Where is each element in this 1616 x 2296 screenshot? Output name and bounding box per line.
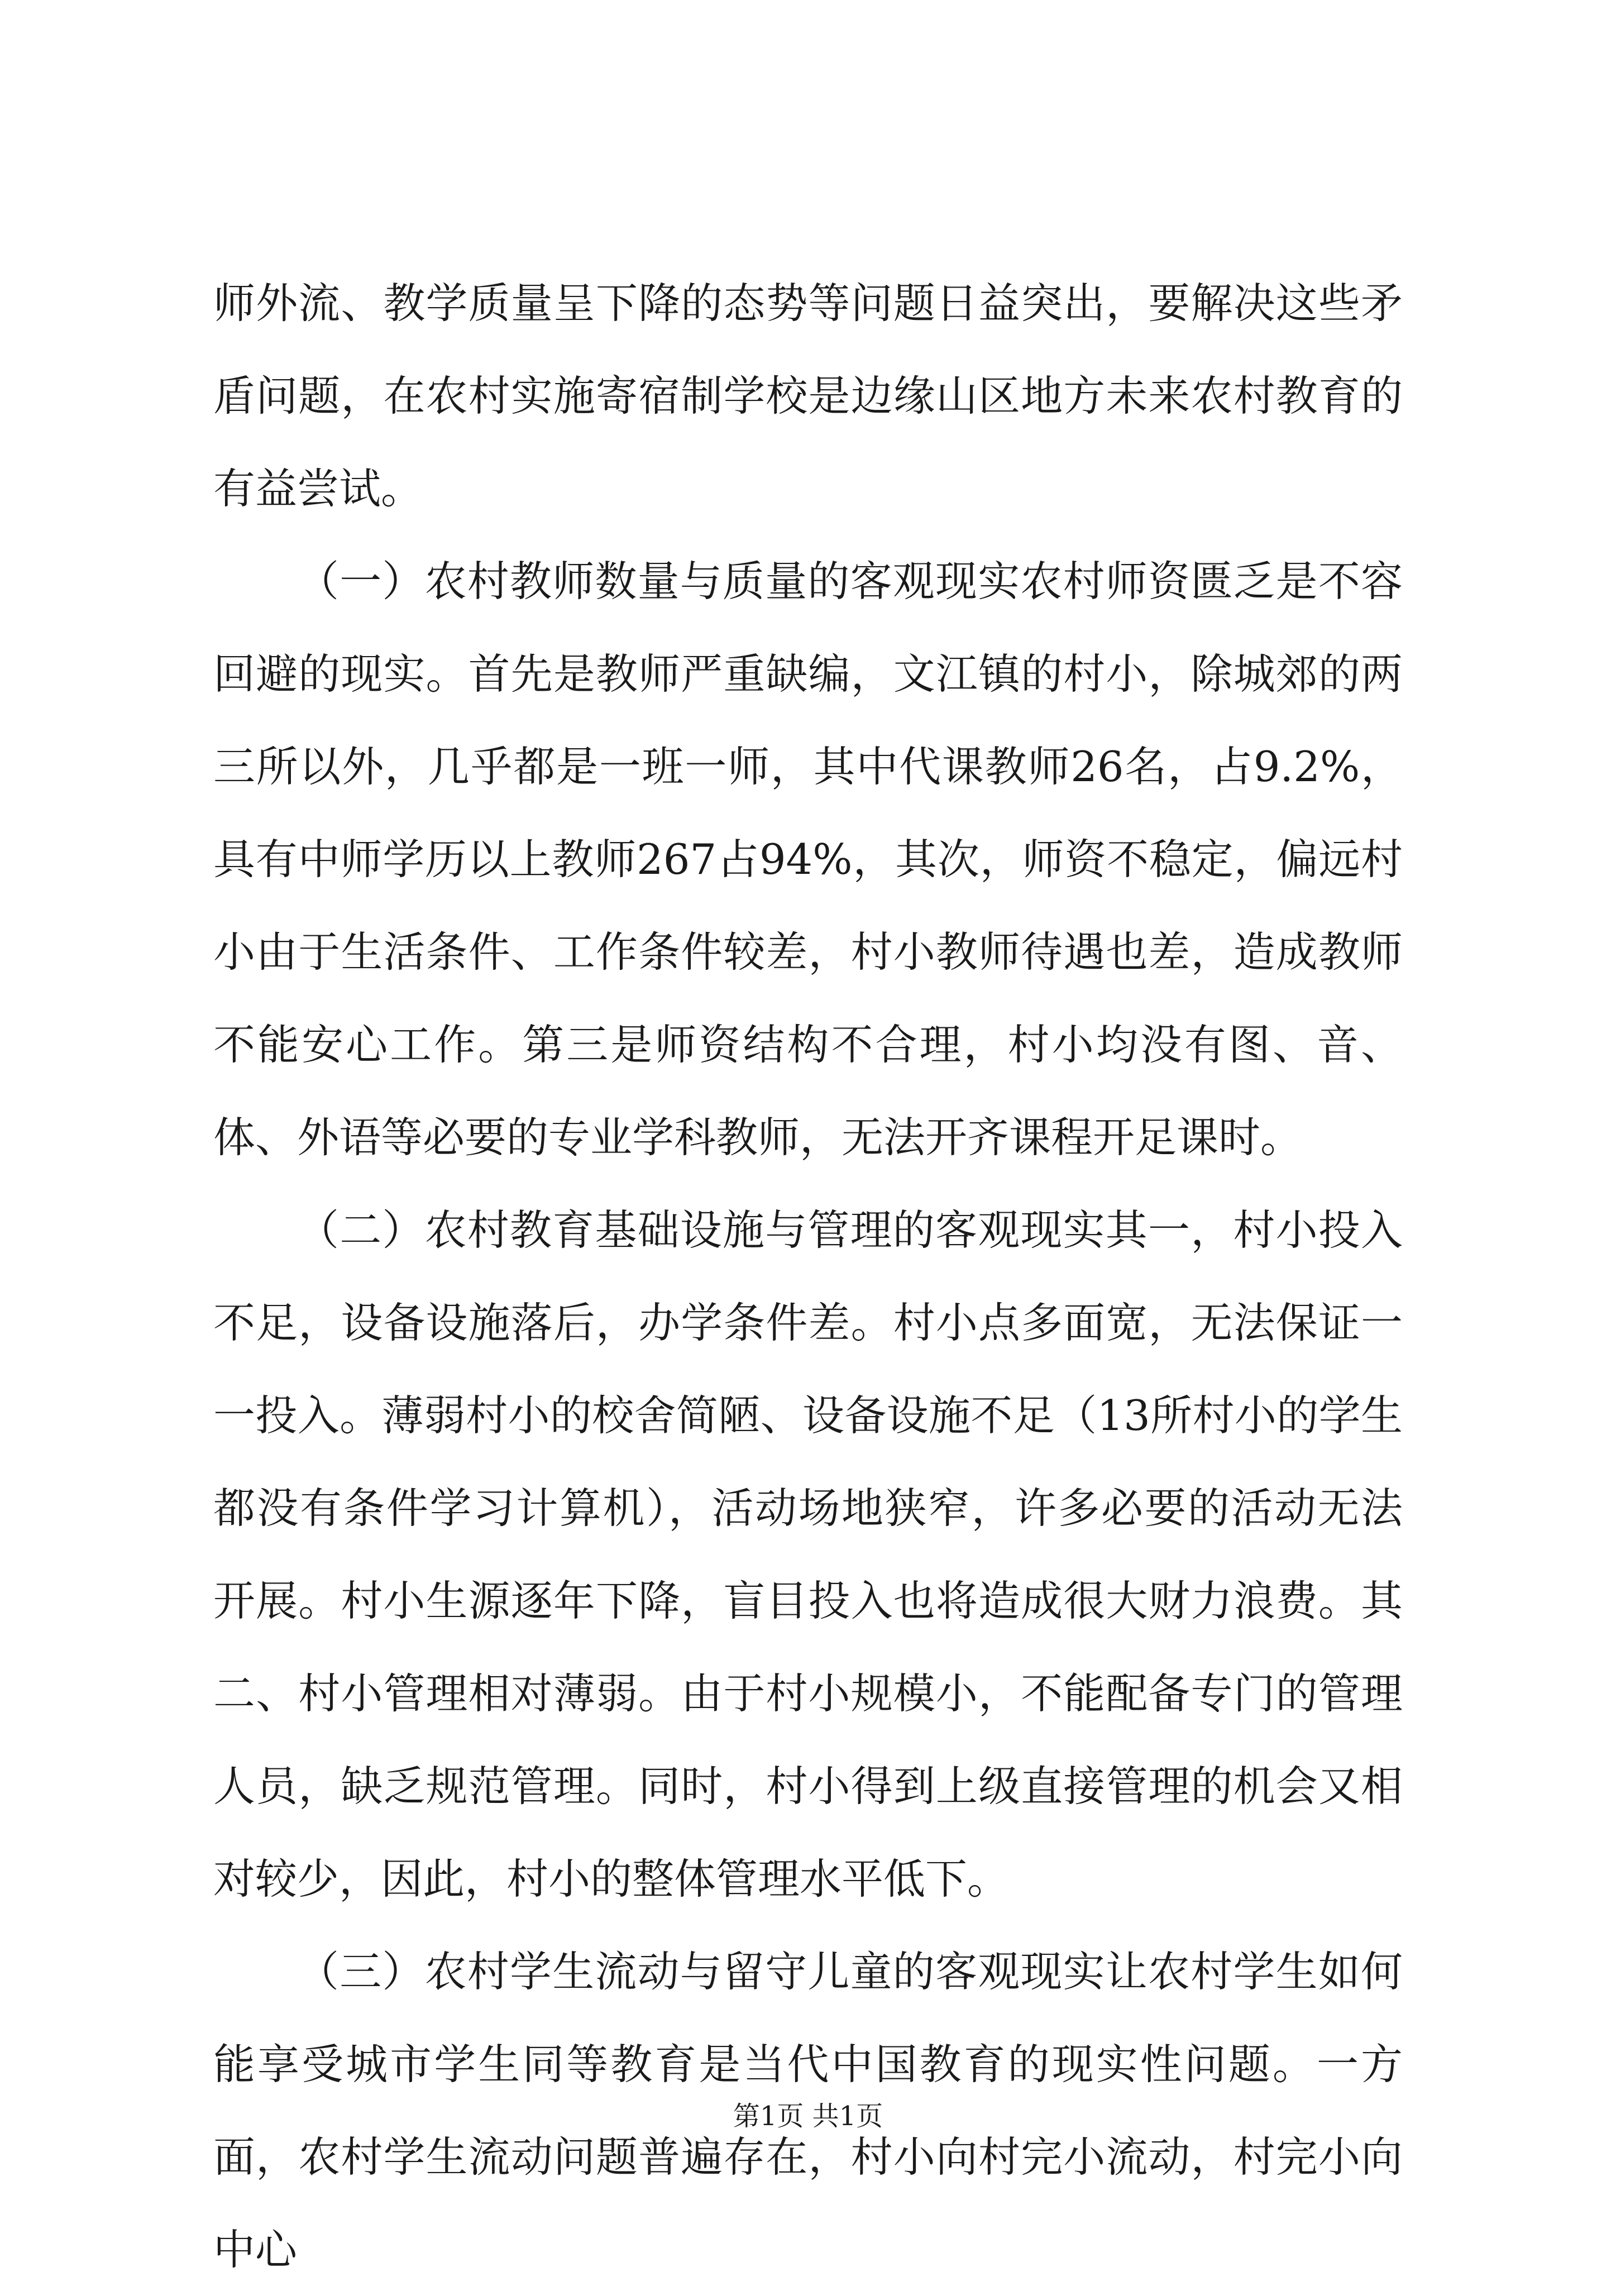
paragraph-continuation: 师外流、教学质量呈下降的态势等问题日益突出，要解决这些矛盾问题，在农村实施寄宿制学校是边缘山区地方未来农村教育的有益尝试。 [213,279,1403,513]
page-footer: 第1页 共1页 [733,2101,883,2132]
document-body [213,257,1403,2296]
paragraph-teachers: （一）农村教师数量与质量的客观现实农村师资匮乏是不容回避的现实。首先是教师严重缺编，文江镇的村小，除城郊的两三所以外，几乎都是一班一师，其中代课教师26名，占9.2%，具有中师学历以上教师267占94%，其次，师资不稳定，偏远村小由于生活条件、工作条件较差，村小教师待遇也差，造成教师不能安心工作。第三是师资结构不合理，村小均没有图、音、体、外语等必要的专业学科教师，无法开齐课程开足课时。 [213,557,1403,1162]
paragraph-students: （三）农村学生流动与留守儿童的客观现实让农村学生如何能享受城市学生同等教育是当代中国教育的现实性问题。一方面，农村学生流动问题普遍存在，村小向村完小流动，村完小向中心 [213,1947,1403,2274]
paragraph-infrastructure: （二）农村教育基础设施与管理的客观现实其一，村小投入不足，设备设施落后，办学条件差。村小点多面宽，无法保证一一投入。薄弱村小的校舍简陋、设备设施不足（13所村小的学生都没有条件学习计算机），活动场地狭窄，许多必要的活动无法开展。村小生源逐年下降，盲目投入也将造成很大财力浪费。其二、村小管理相对薄弱。由于村小规模小，不能配备专门的管理人员，缺乏规范管理。同时，村小得到上级直接管理的机会又相对较少，因此，村小的整体管理水平低下。 [213,1206,1403,1903]
